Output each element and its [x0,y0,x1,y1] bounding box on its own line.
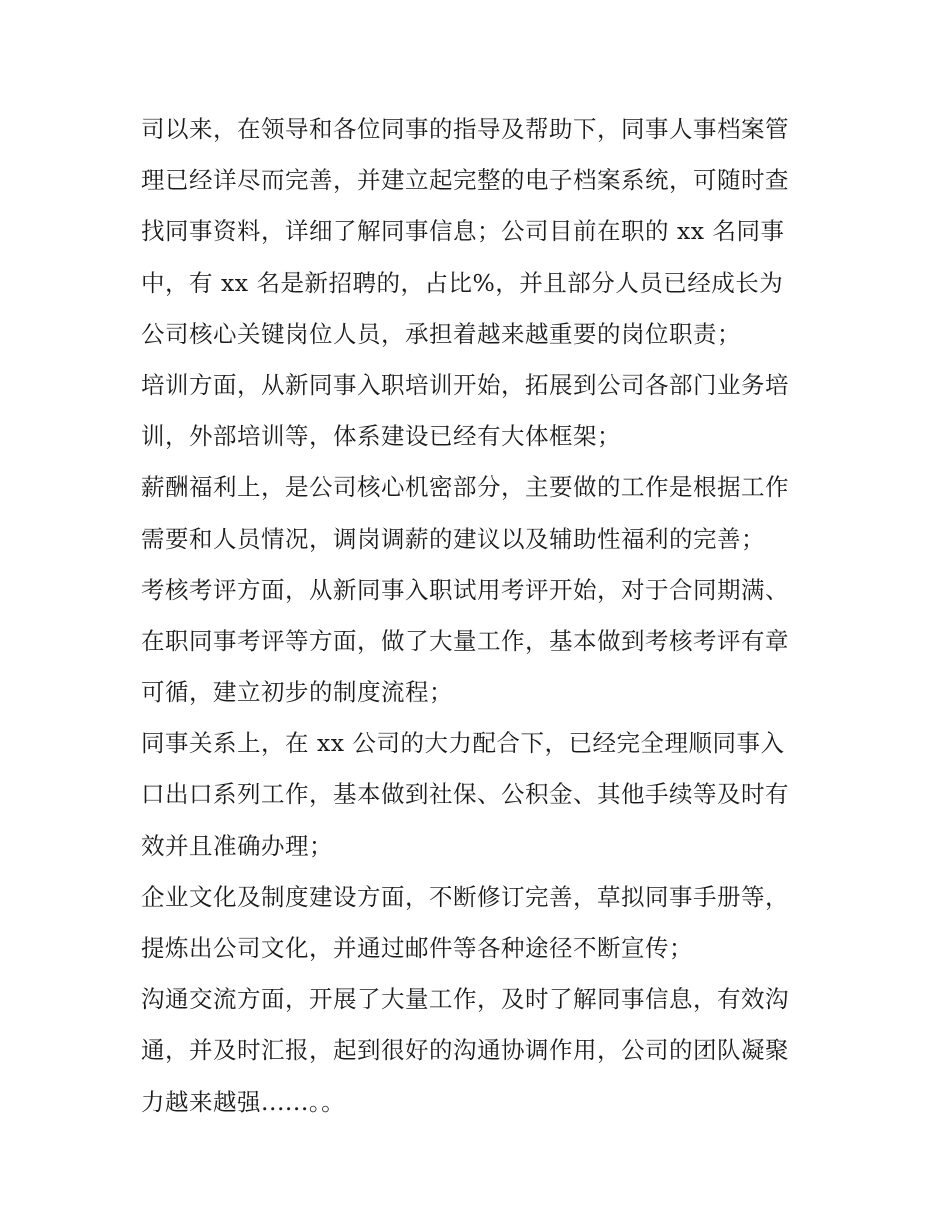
text-line: 口出口系列工作，基本做到社保、公积金、其他手续等及时有 [141,780,789,809]
text-line: 薪酬福利上，是公司核心机密部分，主要做的工作是根据工作 [141,473,789,502]
text-line: 力越来越强......。。 [141,1087,346,1116]
document-body [141,104,821,1128]
text-line: 找同事资料，详细了解同事信息；公司目前在职的 xx 名同事 [141,217,785,246]
text-line: 沟通交流方面，开展了大量工作，及时了解同事信息，有效沟 [141,985,789,1014]
text-line: 考核考评方面，从新同事入职试用考评开始，对于合同期满、 [141,575,789,604]
text-line: 需要和人员情况，调岗调薪的建议以及辅助性福利的完善； [141,524,765,553]
text-line: 提炼出公司文化，并通过邮件等各种途径不断宣传； [141,934,693,962]
text-line: 效并且准确办理； [141,831,333,860]
text-line: 训，外部培训等，体系建设已经有大体框架； [141,422,621,451]
text-line: 同事关系上，在 xx 公司的大力配合下，已经完全理顺同事入 [141,729,785,758]
text-line: 培训方面，从新同事入职培训开始，拓展到公司各部门业务培 [141,370,789,399]
text-line: 可循，建立初步的制度流程； [141,678,453,707]
text-line: 企业文化及制度建设方面，不断修订完善，草拟同事手册等， [141,882,789,911]
text-line: 公司核心关键岗位人员，承担着越来越重要的岗位职责； [141,319,741,348]
text-line: 理已经详尽而完善，并建立起完整的电子档案系统，可随时查 [141,166,789,195]
text-line: 通，并及时汇报，起到很好的沟通协调作用，公司的团队凝聚 [141,1036,789,1065]
text-line: 中，有 xx 名是新招聘的，占比%，并且部分人员已经成长为 [141,268,784,297]
text-line: 司以来，在领导和各位同事的指导及帮助下，同事人事档案管 [141,115,789,143]
text-line: 在职同事考评等方面，做了大量工作，基本做到考核考评有章 [141,626,789,655]
